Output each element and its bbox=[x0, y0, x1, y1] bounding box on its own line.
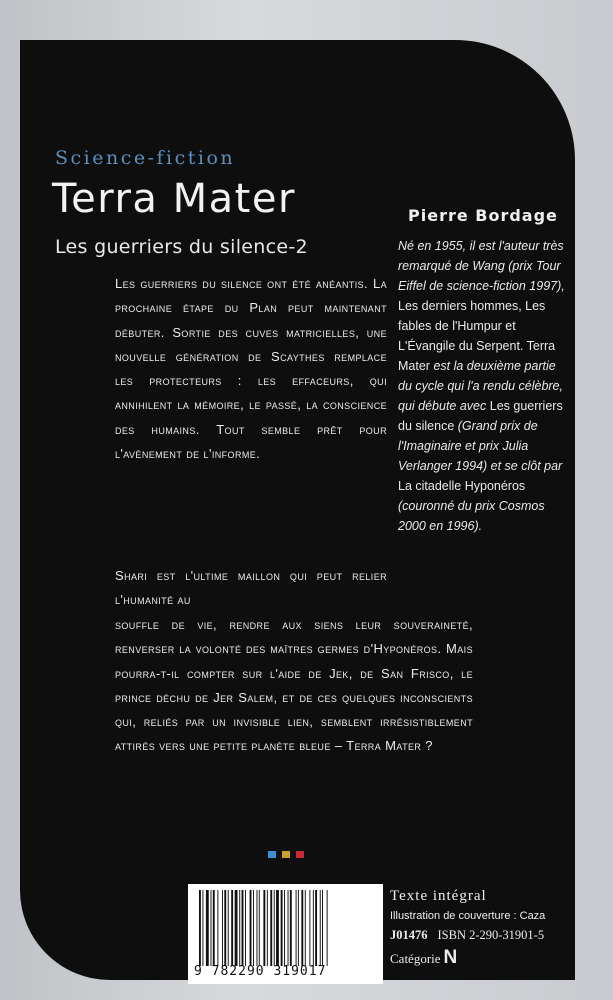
bio-part-3: est la deuxième partie du cycle qui l'a rendu célèbre, qui débute avec bbox=[398, 359, 563, 413]
category-line bbox=[390, 947, 570, 969]
blurb-paragraph-1: Les guerriers du silence ont été anéantis. La prochaine étape du Plan peut maintenant débuter. Sortie des cuves matricielles, une nouvelle génération de Scaythes remplace les protecteurs : les effaceurs, qui annihilent la mémoire, le passé, la conscience des humains. Tout semble prêt pour l'avènement de l'informe. bbox=[115, 276, 387, 462]
author-name: Pierre Bordage bbox=[408, 206, 558, 225]
color-dots bbox=[268, 851, 304, 858]
isbn: ISBN 2-290-31901-5 bbox=[437, 928, 545, 942]
category-label: Catégorie bbox=[390, 951, 441, 966]
gold-dot bbox=[282, 851, 290, 858]
bio-part-7: (couronné du prix Cosmos 2000 en 1996). bbox=[398, 499, 545, 533]
barcode-box bbox=[188, 884, 383, 984]
barcode-icon bbox=[198, 890, 376, 966]
red-dot bbox=[296, 851, 304, 858]
author-bio bbox=[398, 236, 568, 536]
blue-dot bbox=[268, 851, 276, 858]
publisher-info bbox=[390, 888, 570, 969]
bio-part-1: Né en 1955, il est l'auteur très remarqué de Wang (prix Tour Eiffel de science-fiction 1997), bbox=[398, 239, 565, 293]
product-code: J01476 bbox=[390, 928, 428, 942]
bio-part-6: La citadelle Hyponéros bbox=[398, 479, 526, 493]
barcode-number: 9 782290 319017 bbox=[194, 964, 327, 979]
blurb-paragraph-2a: Shari est l'ultime maillon qui peut relier l'humanité au bbox=[115, 568, 387, 608]
genre-label: Science-fiction bbox=[55, 147, 236, 169]
bio-part-2: Les derniers hommes, Les fables de l'Humpur et L'Évangile du Serpent. Terra Mater bbox=[398, 299, 556, 373]
blurb-paragraph-2b: souffle de vie, rendre aux siens leur souveraineté, renverser la volonté des maîtres germes d'Hyponéros. Mais pourra-t-il compter sur l'aide de Jek, de San Frisco, le prince déchu de Jer Salem, et de ces quelques inconscients qui, reliés par un invisible lien, semblent irrésistiblement attirés vers une petite planète bleue – Terra Mater ? bbox=[115, 617, 473, 754]
texte-integral: Texte intégral bbox=[390, 888, 487, 904]
code-isbn-line bbox=[390, 928, 570, 943]
bio-part-4: Les guerriers du silence bbox=[398, 399, 563, 433]
book-subtitle: Les guerriers du silence-2 bbox=[55, 236, 308, 258]
book-title: Terra Mater bbox=[52, 176, 296, 222]
category-value: N bbox=[443, 947, 458, 968]
illustration-credit: Illustration de couverture : Caza bbox=[390, 910, 546, 922]
bio-part-5: (Grand prix de l'Imaginaire et prix Julia Verlanger 1994) et se clôt par bbox=[398, 419, 563, 473]
